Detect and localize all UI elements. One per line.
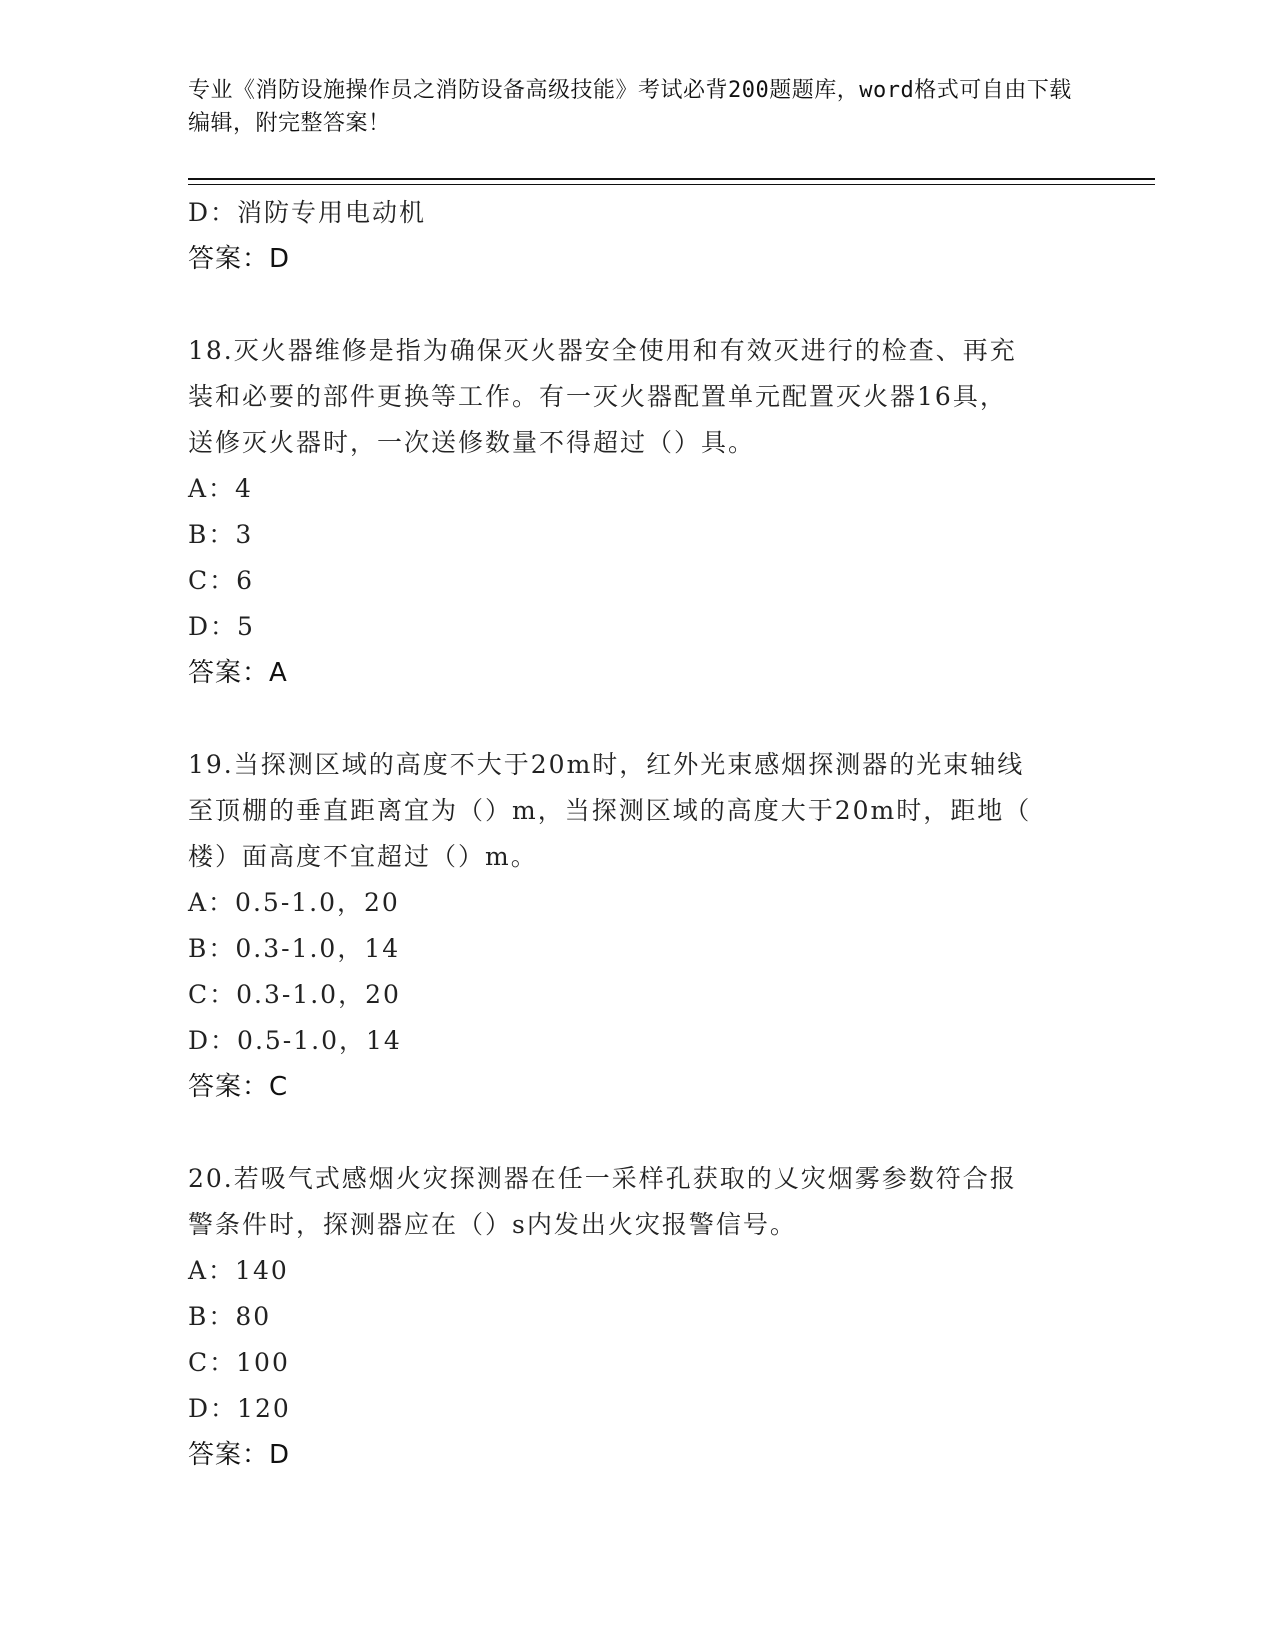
question-stem-line: 至顶棚的垂直距离宜为（）m，当探测区域的高度大于20m时，距地（ xyxy=(188,796,1032,825)
question-stem-line: 送修灭火器时，一次送修数量不得超过（）具。 xyxy=(188,428,756,457)
spacer xyxy=(188,696,1088,742)
question-20 xyxy=(188,1156,1088,1478)
option-b: B：80 xyxy=(188,1302,272,1331)
header-rule-thin xyxy=(188,184,1155,185)
option-c: C：6 xyxy=(188,566,255,595)
prev-question-option-d: D：消防专用电动机 xyxy=(188,198,427,227)
question-stem-line: 19.当探测区域的高度不大于20m时，红外光束感烟探测器的光束轴线 xyxy=(188,750,1025,779)
question-stem-line: 18.灭火器维修是指为确保灭火器安全使用和有效灭进行的检查、再充 xyxy=(188,336,1017,365)
question-stem-line: 20.若吸气式感烟火灾探测器在任一采样孔获取的乂灾烟雾参数符合报 xyxy=(188,1164,1017,1193)
option-d: D：5 xyxy=(188,612,255,641)
question-stem-line: 装和必要的部件更换等工作。有一灭火器配置单元配置灭火器16具， xyxy=(188,382,1007,411)
document-content xyxy=(188,190,1088,1478)
option-a: A：0.5-1.0，20 xyxy=(188,888,400,917)
spacer xyxy=(188,282,1088,328)
header-rule-thick xyxy=(188,178,1155,180)
option-d: D：0.5-1.0，14 xyxy=(188,1026,402,1055)
spacer xyxy=(188,1110,1088,1156)
option-a: A：140 xyxy=(188,1256,289,1285)
option-c: C：100 xyxy=(188,1348,290,1377)
option-d: D：120 xyxy=(188,1394,291,1423)
question-stem-line: 警条件时，探测器应在（）s内发出火灾报警信号。 xyxy=(188,1210,797,1239)
option-b: B：0.3-1.0，14 xyxy=(188,934,401,963)
question-19 xyxy=(188,742,1088,1110)
answer: 答案：C xyxy=(188,1072,289,1102)
option-b: B：3 xyxy=(188,520,254,549)
question-18 xyxy=(188,328,1088,696)
answer: 答案：A xyxy=(188,658,288,688)
prev-question-answer: 答案：D xyxy=(188,244,291,274)
document-header: 专业《消防设施操作员之消防设备高级技能》考试必背200题题库，word格式可自由下载编辑，附完整答案！ xyxy=(188,78,1072,136)
answer: 答案：D xyxy=(188,1440,291,1470)
option-a: A：4 xyxy=(188,474,253,503)
question-stem-line: 楼）面高度不宜超过（）m。 xyxy=(188,842,538,871)
option-c: C：0.3-1.0，20 xyxy=(188,980,401,1009)
